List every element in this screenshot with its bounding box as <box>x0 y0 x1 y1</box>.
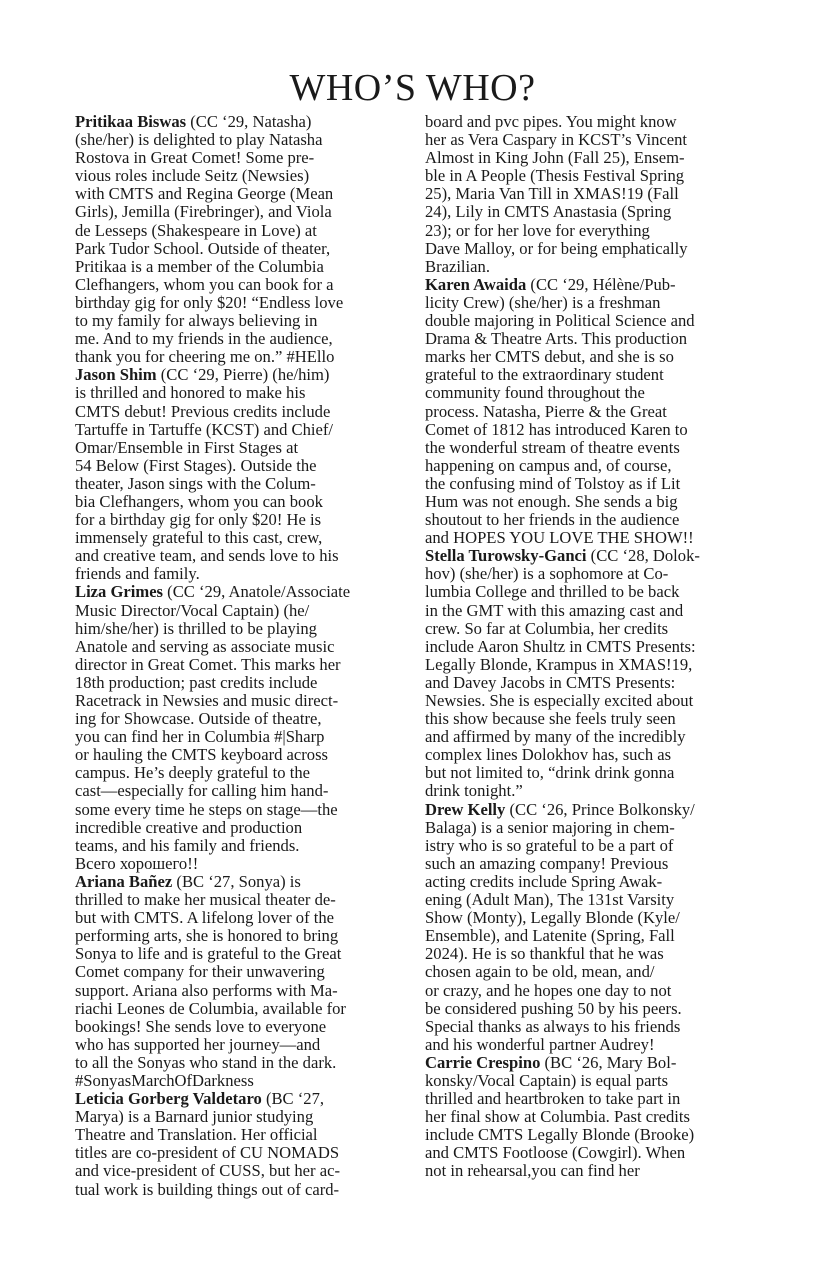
bio-text-line <box>75 330 405 348</box>
bio-text-line <box>425 927 757 945</box>
performer-name: Stella Turowsky-Ganci <box>425 546 587 566</box>
bio-text: and HOPES YOU LOVE THE SHOW!! <box>425 528 694 548</box>
bio-text-line <box>425 366 757 384</box>
bio-text-line <box>425 348 757 366</box>
bio-text-line <box>425 1072 757 1090</box>
bio-text-line <box>75 855 405 873</box>
page-title: WHO’S WHO? <box>289 67 536 109</box>
bio-text: friends and family. <box>75 564 200 584</box>
bio-text: 54 Below (First Stages). Outside the <box>75 455 317 475</box>
bio-text-line <box>425 656 757 674</box>
bio-text-line <box>75 222 405 240</box>
performer-name: Karen Awaida <box>425 274 527 294</box>
bio-text-line <box>75 1181 405 1199</box>
bio-text: me. And to my friends in the audience, <box>75 329 333 349</box>
bio-text-line <box>75 1018 405 1036</box>
bio-text: thank you for cheering me on.” #HEllo <box>75 347 335 367</box>
bio-text: board and pvc pipes. You might know <box>425 112 677 131</box>
bio-text: tual work is building things out of card- <box>75 1179 340 1199</box>
bio-text: Racetrack in Newsies and music direct- <box>75 691 339 710</box>
bio-text: #SonyasMarchOfDarkness <box>75 1070 254 1090</box>
bio-text: to all the Sonyas who stand in the dark. <box>75 1052 337 1072</box>
bio-text-line <box>75 511 405 529</box>
bio-text-line <box>425 113 757 131</box>
bio-text: with CMTS and Regina George (Mean <box>75 184 334 204</box>
bio-text: the wonderful stream of theatre events <box>425 437 680 457</box>
bio-text: marks her CMTS debut, and she is so <box>425 347 674 367</box>
bio-text: Omar/Ensemble in First Stages at <box>75 437 299 457</box>
bio-text: and Davey Jacobs in CMTS Presents: <box>425 672 676 692</box>
bio-text: bia Clefhangers, whom you can book <box>75 491 323 511</box>
bio-text: Comet company for their unwavering <box>75 962 325 982</box>
bio-text-line <box>75 203 405 221</box>
bio-text-line <box>75 457 405 475</box>
bio-text-line <box>75 1144 405 1162</box>
bio-text-line <box>75 1000 405 1018</box>
bio-text: (CC ‘29, Hélène/Pub- <box>526 274 676 294</box>
bio-text: or crazy, and he hopes one day to not <box>425 980 672 1000</box>
bio-text: konsky/Vocal Captain) is equal parts <box>425 1070 669 1090</box>
bio-text-line <box>75 764 405 782</box>
bio-text-line <box>75 909 405 927</box>
bio-text-line <box>75 1072 405 1090</box>
bio-text: you can find her in Columbia #|Sharp <box>75 727 325 747</box>
bio-text: Theatre and Translation. Her official <box>75 1125 318 1145</box>
bio-text: (CC ‘29, Natasha) <box>186 112 312 131</box>
bio-text-line <box>425 764 757 782</box>
bio-text: (BC ‘26, Mary Bol- <box>540 1052 677 1072</box>
bio-heading-line <box>75 1090 405 1108</box>
bio-text-line <box>425 403 757 421</box>
bio-text-line <box>75 602 405 620</box>
right-column <box>425 113 757 1181</box>
bio-text-line <box>425 819 757 837</box>
bio-text: some every time he steps on stage—the <box>75 799 338 819</box>
bio-text: thrilled to make her musical theater de- <box>75 890 336 910</box>
bio-text-line <box>425 728 757 746</box>
bio-text: include Aaron Shultz in CMTS Presents: <box>425 636 696 656</box>
bio-text-line <box>425 439 757 457</box>
bio-text: is thrilled and honored to make his <box>75 383 306 403</box>
bio-text: (she/her) is delighted to play Natasha <box>75 130 323 150</box>
bio-text: thrilled and heartbroken to take part in <box>425 1089 681 1109</box>
bio-text-line <box>425 1090 757 1108</box>
bio-text-line <box>75 801 405 819</box>
bio-text: be considered pushing 50 by his peers. <box>425 998 682 1018</box>
bio-text-line <box>75 276 405 294</box>
bio-text-line <box>75 638 405 656</box>
bio-text-line <box>75 891 405 909</box>
bio-text: incredible creative and production <box>75 817 303 837</box>
bio-text: shoutout to her friends in the audience <box>425 510 680 530</box>
bio-heading-line <box>75 113 405 131</box>
bio-text: Newsies. She is especially excited about <box>425 691 694 710</box>
bio-text-line <box>75 240 405 258</box>
bio-text: her as Vera Caspary in KCST’s Vincent <box>425 130 687 150</box>
bio-text-line <box>425 1144 757 1162</box>
bio-text-line <box>75 819 405 837</box>
performer-name: Liza Grimes <box>75 582 164 602</box>
bio-text-line <box>75 167 405 185</box>
bio-text: Tartuffe in Tartuffe (KCST) and Chief/ <box>75 419 334 439</box>
bio-text: Dave Malloy, or for being emphatically <box>425 238 688 258</box>
bio-text-line <box>75 185 405 203</box>
bio-text-line <box>75 348 405 366</box>
bio-text: ening (Adult Man), The 131st Varsity <box>425 890 675 910</box>
bio-text-line <box>75 945 405 963</box>
bio-text-line <box>425 421 757 439</box>
bio-text: 25), Maria Van Till in XMAS!19 (Fall <box>425 184 679 204</box>
bio-text-line <box>425 945 757 963</box>
bio-text: titles are co-president of CU NOMADS <box>75 1143 340 1163</box>
bio-text: theater, Jason sings with the Colum- <box>75 473 316 493</box>
bio-text: Marya) is a Barnard junior studying <box>75 1107 314 1127</box>
bio-text-line <box>75 403 405 421</box>
bio-text-line <box>75 294 405 312</box>
bio-text-line <box>425 185 757 203</box>
bio-text: Special thanks as always to his friends <box>425 1016 681 1036</box>
bio-text: drink tonight.” <box>425 781 523 801</box>
bio-text: CMTS debut! Previous credits include <box>75 401 331 421</box>
bio-text-line <box>425 475 757 493</box>
bio-text: (CC ‘26, Prince Bolkonsky/ <box>505 799 695 819</box>
bio-text: him/she/her) is thrilled to be playing <box>75 618 317 638</box>
bio-text: (BC ‘27, <box>261 1089 325 1109</box>
bio-text-line <box>75 674 405 692</box>
bio-text: Hum was not enough. She sends a big <box>425 491 678 511</box>
bio-text: the confusing mind of Tolstoy as if Lit <box>425 473 681 493</box>
bio-heading-line <box>425 801 757 819</box>
bio-text-line <box>425 167 757 185</box>
bio-text: 24), Lily in CMTS Anastasia (Spring <box>425 202 672 222</box>
bio-text-line <box>425 782 757 800</box>
bio-heading-line <box>75 873 405 891</box>
bio-text: such an amazing company! Previous <box>425 853 669 873</box>
bio-text-line <box>425 529 757 547</box>
bio-text: in the GMT with this amazing cast and <box>425 600 684 620</box>
bio-text: licity Crew) (she/her) is a freshman <box>425 292 661 312</box>
bio-text: Rostova in Great Comet! Some pre- <box>75 148 315 168</box>
bio-text-line <box>425 692 757 710</box>
bio-text: and his wonderful partner Audrey! <box>425 1034 655 1054</box>
bio-text-line <box>75 1036 405 1054</box>
bio-text-line <box>425 674 757 692</box>
bio-text-line <box>75 384 405 402</box>
bio-text: her final show at Columbia. Past credits <box>425 1107 690 1127</box>
performer-name: Pritikaa Biswas <box>75 112 187 131</box>
bio-text-line <box>425 837 757 855</box>
bio-text: campus. He’s deeply grateful to the <box>75 763 311 783</box>
bio-text: and CMTS Footloose (Cowgirl). When <box>425 1143 686 1163</box>
bio-text: director in Great Comet. This marks her <box>75 654 341 674</box>
bio-text: performing arts, she is honored to bring <box>75 926 339 946</box>
bio-text-line <box>75 493 405 511</box>
bio-text-line <box>75 312 405 330</box>
bio-text-line <box>75 529 405 547</box>
bio-text: and creative team, and sends love to his <box>75 546 339 566</box>
bio-text: vious roles include Seitz (Newsies) <box>75 166 310 186</box>
bio-text-line <box>425 710 757 728</box>
bio-text: complex lines Dolokhov has, such as <box>425 745 672 765</box>
bio-heading-line <box>75 583 405 601</box>
bio-text-line <box>75 927 405 945</box>
bio-text-line <box>425 203 757 221</box>
bio-text: not in rehearsal,you can find her <box>425 1161 640 1181</box>
bio-text: Comet of 1812 has introduced Karen to <box>425 419 688 439</box>
bio-text: Всего хорошего!! <box>75 853 199 873</box>
bio-text-line <box>75 1162 405 1180</box>
bio-text: Clefhangers, whom you can book for a <box>75 274 334 294</box>
bio-text: support. Ariana also performs with Ma- <box>75 980 338 1000</box>
bio-text: Balaga) is a senior majoring in chem- <box>425 817 675 837</box>
bio-text-line <box>425 909 757 927</box>
bio-text: (CC ‘28, Dolok- <box>586 546 700 566</box>
bio-text-line <box>75 565 405 583</box>
bio-heading-line <box>425 1054 757 1072</box>
bio-text: 23); or for her love for everything <box>425 220 650 240</box>
bio-text: Almost in King John (Fall 25), Ensem- <box>425 148 685 168</box>
bio-text: Drama & Theatre Arts. This production <box>425 329 688 349</box>
performer-name: Drew Kelly <box>425 799 506 819</box>
bio-text: and affirmed by many of the incredibly <box>425 727 686 747</box>
bio-text: riachi Leones de Columbia, available for <box>75 998 346 1018</box>
bio-text: cast—especially for calling him hand- <box>75 781 329 801</box>
bio-text: 18th production; past credits include <box>75 672 318 692</box>
bio-text-line <box>425 149 757 167</box>
bio-text: and vice-president of CUSS, but her ac- <box>75 1161 340 1181</box>
bio-text-line <box>425 583 757 601</box>
performer-name: Jason Shim <box>75 365 157 385</box>
bio-text: Sonya to life and is grateful to the Great <box>75 944 342 964</box>
bio-text-line <box>425 602 757 620</box>
bio-text-line <box>75 656 405 674</box>
bio-text-line <box>425 1018 757 1036</box>
bio-text-line <box>425 457 757 475</box>
performer-name: Leticia Gorberg Valdetaro <box>75 1089 262 1109</box>
bio-text-line <box>425 565 757 583</box>
bio-text: crew. So far at Columbia, her credits <box>425 618 669 638</box>
bio-text-line <box>75 963 405 981</box>
bio-text-line <box>75 131 405 149</box>
bio-text: Show (Monty), Legally Blonde (Kyle/ <box>425 908 680 928</box>
bio-text: who has supported her journey—and <box>75 1034 321 1054</box>
bio-text-line <box>75 692 405 710</box>
bio-text: this show because she feels truly seen <box>425 709 676 729</box>
bio-text-line <box>425 240 757 258</box>
bio-text: Park Tudor School. Outside of theater, <box>75 238 331 258</box>
bio-text: bookings! She sends love to everyone <box>75 1016 327 1036</box>
bio-text-line <box>425 258 757 276</box>
bio-text-line <box>75 439 405 457</box>
bio-text: ble in A People (Thesis Festival Spring <box>425 166 685 186</box>
bio-text: immensely grateful to this cast, crew, <box>75 528 323 548</box>
bio-text: (CC ‘29, Anatole/Associate <box>163 582 351 602</box>
bio-text: de Lesseps (Shakespeare in Love) at <box>75 220 317 240</box>
bio-text: process. Natasha, Pierre & the Great <box>425 401 667 421</box>
bio-text: include CMTS Legally Blonde (Brooke) <box>425 1125 695 1145</box>
bio-text-line <box>425 638 757 656</box>
bio-text: birthday gig for only $20! “Endless love <box>75 292 344 312</box>
bio-text-line <box>75 782 405 800</box>
bio-heading-line <box>425 547 757 565</box>
bio-text-line <box>425 873 757 891</box>
performer-name: Ariana Bañez <box>75 871 173 891</box>
bio-text: to my family for always believing in <box>75 311 318 331</box>
performer-name: Carrie Crespino <box>425 1052 541 1072</box>
bio-text-line <box>75 1108 405 1126</box>
bio-text-line <box>425 511 757 529</box>
bio-text: Ensemble), and Latenite (Spring, Fall <box>425 926 675 946</box>
bio-text-line <box>425 312 757 330</box>
bio-heading-line <box>75 366 405 384</box>
bio-text: Music Director/Vocal Captain) (he/ <box>75 600 310 620</box>
bio-text: but not limited to, “drink drink gonna <box>425 763 675 783</box>
bio-text: Pritikaa is a member of the Columbia <box>75 256 324 276</box>
bio-text: lumbia College and thrilled to be back <box>425 582 680 602</box>
bio-text: grateful to the extraordinary student <box>425 365 664 385</box>
bio-text-line <box>75 746 405 764</box>
bio-text: double majoring in Political Science and <box>425 311 695 331</box>
bio-text: Girls), Jemilla (Firebringer), and Viola <box>75 202 332 222</box>
bio-text: (BC ‘27, Sonya) is <box>172 871 301 891</box>
bio-text-line <box>425 1000 757 1018</box>
bio-text-line <box>425 855 757 873</box>
bio-text: or hauling the CMTS keyboard across <box>75 745 329 765</box>
bio-text-line <box>425 384 757 402</box>
bio-text: community found throughout the <box>425 383 645 403</box>
bio-text-line <box>425 746 757 764</box>
bio-text: Legally Blonde, Krampus in XMAS!19, <box>425 654 693 674</box>
bio-text-line <box>425 1036 757 1054</box>
bio-text: happening on campus and, of course, <box>425 455 672 475</box>
bio-text-line <box>75 475 405 493</box>
left-column <box>75 113 405 1199</box>
bio-text-line <box>425 493 757 511</box>
bio-text-line <box>75 547 405 565</box>
bio-text: 2024). He is so thankful that he was <box>425 944 664 964</box>
bio-text: but with CMTS. A lifelong lover of the <box>75 908 335 928</box>
bio-text: for a birthday gig for only $20! He is <box>75 510 322 530</box>
bio-text: acting credits include Spring Awak- <box>425 871 663 891</box>
bio-text: ing for Showcase. Outside of theatre, <box>75 709 322 729</box>
bio-text-line <box>75 421 405 439</box>
bio-text-line <box>75 258 405 276</box>
bio-text-line <box>75 982 405 1000</box>
bio-text-line <box>75 620 405 638</box>
bio-text-line <box>75 1054 405 1072</box>
bio-text: Anatole and serving as associate music <box>75 636 335 656</box>
bio-text-line <box>75 710 405 728</box>
bio-text-line <box>75 149 405 167</box>
bio-text-line <box>425 1162 757 1180</box>
bio-text: chosen again to be old, mean, and/ <box>425 962 655 982</box>
bio-text-line <box>425 891 757 909</box>
bio-text: hov) (she/her) is a sophomore at Co- <box>425 564 669 584</box>
bio-text-line <box>425 222 757 240</box>
bio-text-line <box>75 837 405 855</box>
bio-text-line <box>425 330 757 348</box>
bio-text-line <box>75 1126 405 1144</box>
bio-heading-line <box>425 276 757 294</box>
bio-text-line <box>425 294 757 312</box>
bio-text-line <box>425 963 757 981</box>
bio-text-line <box>425 982 757 1000</box>
bio-text: (CC ‘29, Pierre) (he/him) <box>156 365 330 385</box>
bio-text-line <box>425 131 757 149</box>
bio-text-line <box>425 1126 757 1144</box>
bio-text-line <box>425 1108 757 1126</box>
bio-text: Brazilian. <box>425 256 490 276</box>
bio-text-line <box>425 620 757 638</box>
bio-text-line <box>75 728 405 746</box>
bio-text: istry who is so grateful to be a part of <box>425 835 674 855</box>
bio-text: teams, and his family and friends. <box>75 835 300 855</box>
